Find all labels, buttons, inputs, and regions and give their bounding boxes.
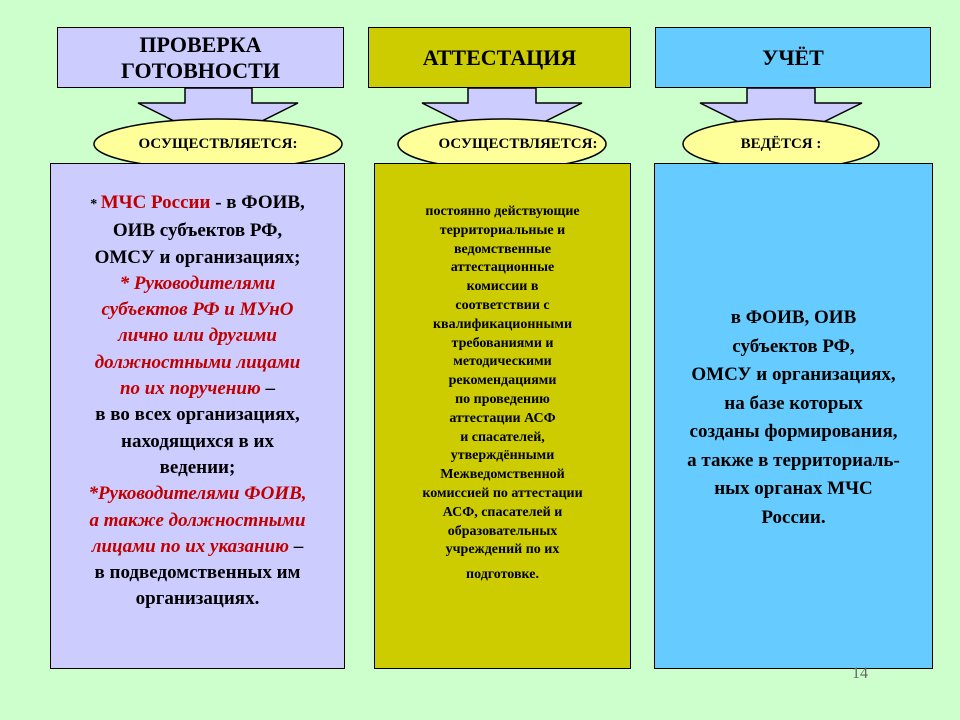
panel-line: в ФОИВ, ОИВ — [730, 307, 857, 328]
panel-line: требованиями и — [451, 335, 554, 351]
panel-line: квалификационными — [432, 316, 573, 332]
panel-line: в подведомственных им — [94, 562, 301, 584]
panel-line: методическими — [453, 354, 552, 370]
panel-line: должностными лицами — [94, 351, 301, 373]
oval-label: ВЕДЁТСЯ : — [740, 136, 822, 152]
panel-line: ных органах МЧС — [714, 478, 873, 499]
panel-line: субъектов РФ и МУнО — [101, 299, 294, 321]
panel-attestaciya — [374, 163, 631, 669]
panel-text — [51, 190, 344, 613]
panel-line: образовательных — [447, 523, 558, 539]
panel-line: Межведомственной — [440, 467, 565, 483]
panel-line: утверждёнными — [450, 448, 555, 464]
header-proverka — [57, 27, 344, 88]
panel-line: аттестационные — [450, 260, 555, 276]
panel-line: территориальные и — [439, 222, 566, 238]
panel-line: ОМСУ и организациях; — [94, 246, 301, 268]
header-attestaciya — [368, 27, 631, 88]
panel-line: лицами по их указанию – — [91, 535, 304, 557]
panel-line: учреждений по их — [445, 542, 560, 558]
panel-text — [375, 203, 630, 585]
panel-line: по их поручению – — [119, 378, 276, 400]
panel-line: а также в территориаль- — [687, 449, 900, 471]
panel-uchet — [654, 163, 933, 669]
header-line: ГОТОВНОСТИ — [121, 57, 280, 83]
panel-line: лично или другими — [118, 325, 277, 347]
panel-line: аттестации АСФ — [449, 410, 556, 426]
panel-line: организациях. — [135, 588, 260, 610]
panel-line: на базе которых — [724, 392, 863, 414]
panel-line: и спасателей, — [460, 429, 545, 445]
header-line: ПРОВЕРКА — [139, 31, 262, 57]
oval-label: ОСУЩЕСТВЛЯЕТСЯ: — [438, 136, 598, 152]
panel-line: в во всех организациях, — [95, 404, 300, 426]
panel-line: ОМСУ и организациях, — [691, 364, 896, 385]
panel-line: ОИВ субъектов РФ, — [112, 220, 283, 242]
panel-line: рекомендациями — [448, 373, 557, 389]
panel-line: комиссией по аттестации — [422, 485, 583, 501]
panel-line: ведении; — [159, 456, 236, 478]
panel-line: *Руководителями ФОИВ, — [88, 483, 307, 505]
panel-text — [655, 304, 932, 532]
panel-line: комиссии в — [466, 279, 539, 295]
panel-line: субъектов РФ, — [732, 335, 855, 357]
oval-label: ОСУЩЕСТВЛЯЕТСЯ: — [138, 136, 298, 152]
panel-line: находящихся в их — [121, 430, 274, 452]
header-uchet — [655, 27, 931, 88]
page-number: 14 — [852, 665, 868, 682]
panel-line: России. — [761, 506, 826, 528]
panel-proverka — [50, 163, 345, 669]
panel-line: по проведению — [455, 391, 550, 407]
header-line: АТТЕСТАЦИЯ — [422, 44, 577, 70]
panel-line: подготовке. — [466, 567, 539, 583]
panel-line: а также должностными — [89, 509, 306, 531]
panel-line: соответствии с — [455, 297, 550, 313]
header-line: УЧЁТ — [762, 44, 824, 70]
panel-line: АСФ, спасателей и — [442, 504, 563, 520]
panel-line: созданы формирования, — [689, 421, 898, 442]
panel-line: ведомственные — [453, 241, 552, 257]
panel-line: постоянно действующие — [425, 204, 580, 219]
panel-line: * Руководителями — [119, 272, 276, 294]
panel-line: * МЧС России - в ФОИВ, — [90, 192, 305, 213]
